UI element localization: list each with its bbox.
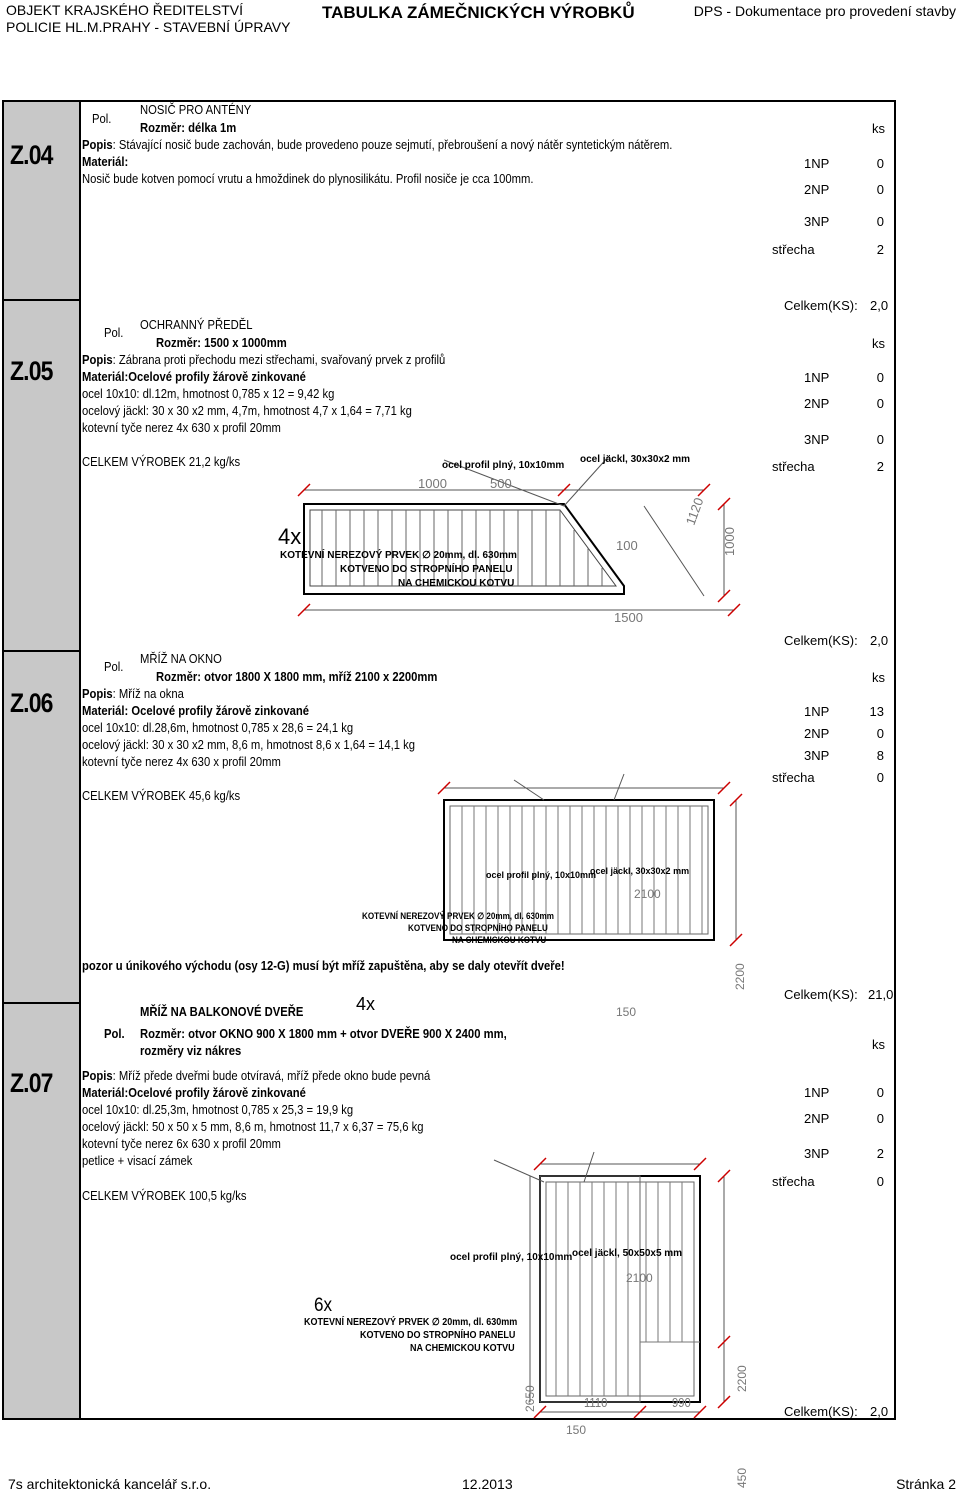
floor-1np: 1NP (804, 370, 830, 385)
item-description (82, 687, 184, 702)
anchor-note-3: NA CHEMICKOU KOTVU (410, 1343, 515, 1354)
count-3np: 0 (876, 214, 884, 229)
anchor-note-3: NA CHEMICKOU KOTVU (398, 578, 515, 589)
item-summary: CELKEM VÝROBEK 100,5 kg/ks (82, 1189, 247, 1203)
ks-label: ks (872, 670, 885, 685)
drawing-label-plny: ocel profil plný, 10x10mm (486, 870, 597, 880)
count-1np: 0 (876, 370, 884, 385)
item-description (82, 1069, 430, 1084)
pol-label: Pol. (104, 660, 124, 674)
item-size: Rozměr: otvor 1800 X 1800 mm, mříž 2100 x 2200mm (156, 670, 438, 684)
footer-date: 12.2013 (462, 1476, 513, 1492)
total-value: 2,0 (870, 298, 889, 313)
popis-label: Popis (82, 138, 113, 152)
drawing-z05 (264, 446, 764, 626)
floor-1np: 1NP (804, 1085, 830, 1100)
item-line: ocel 10x10: dl.28,6m, hmotnost 0,785 x 28,6 = 24,1 kg (82, 721, 354, 735)
floor-3np: 3NP (804, 214, 830, 229)
item-description (82, 138, 672, 153)
ks-label: ks (872, 121, 885, 136)
item-line: kotevní tyče nerez 4x 630 x profil 20mm (82, 755, 281, 769)
item-name: MŘÍŽ NA BALKONOVÉ DVEŘE (140, 1005, 304, 1019)
item-size-2: rozměry viz nákres (140, 1044, 242, 1058)
document-title: TABULKA ZÁMEČNICKÝCH VÝROBKŮ (322, 3, 635, 22)
popis-text: : Mříž na okna (112, 687, 184, 701)
project-name (6, 2, 290, 36)
total-label: Celkem(KS): (784, 1404, 858, 1419)
drawing-label-jackl: ocel jäckl, 30x30x2 mm (580, 454, 691, 465)
total-value: 2,0 (870, 633, 889, 648)
ks-label: ks (872, 1037, 885, 1052)
item-line: kotevní tyče nerez 4x 630 x profil 20mm (82, 421, 281, 435)
item-line: ocelový jäckl: 30 x 30 x2 mm, 4,7m, hmotnost 4,7 x 1,64 = 7,71 kg (82, 404, 412, 418)
floor-1np: 1NP (804, 704, 830, 719)
floor-2np: 2NP (804, 396, 830, 411)
floor-roof: střecha (772, 459, 815, 474)
drawing-label-plny: ocel profil plný, 10x10mm (442, 460, 565, 471)
item-size: Rozměr: délka 1m (140, 121, 237, 135)
drawing-label-plny: ocel profil plný, 10x10mm (450, 1252, 573, 1263)
count-2np: 0 (876, 726, 884, 741)
floor-2np: 2NP (804, 726, 830, 741)
item-material: Materiál:Ocelové profily žárově zinkované (82, 1086, 306, 1100)
anchor-note-1: KOTEVNÍ NEREZOVÝ PRVEK ∅ 20mm, dl. 630mm (362, 911, 554, 921)
floor-3np: 3NP (804, 432, 830, 447)
count-2np: 0 (876, 182, 884, 197)
item-name: MŘÍŽ NA OKNO (140, 652, 222, 666)
item-line: ocelový jäckl: 50 x 50 x 5 mm, 8,6 m, hmotnost 11,7 x 6,37 = 75,6 kg (82, 1120, 424, 1134)
count-3np: 2 (876, 1146, 884, 1161)
total-label: Celkem(KS): (784, 298, 858, 313)
document-stage: DPS - Dokumentace pro provedení stavby (693, 3, 956, 19)
item-name: NOSIČ PRO ANTÉNY (140, 103, 252, 117)
pol-label: Pol. (104, 1027, 125, 1041)
anchor-count: 4x (356, 994, 376, 1014)
floor-1np: 1NP (804, 156, 830, 171)
anchor-note-2: KOTVENO DO STROPNÍHO PANELU (360, 1330, 516, 1341)
dim-label: 1000 (722, 527, 737, 556)
anchor-note-1: KOTEVNÍ NEREZOVÝ PRVEK ∅ 20mm, dl. 630mm (280, 550, 517, 561)
item-code: Z.04 (10, 140, 53, 170)
count-1np: 13 (869, 704, 884, 719)
count-2np: 0 (876, 396, 884, 411)
dim-label: 100 (616, 538, 638, 553)
item-material: Materiál:Ocelové profily žárově zinkované (82, 370, 306, 384)
dim-label: 150 (566, 1423, 587, 1437)
total-value: 21,0 (868, 987, 894, 1002)
floor-3np: 3NP (804, 748, 830, 763)
pol-label: Pol. (92, 112, 112, 126)
dim-label: 1120 (682, 495, 707, 528)
count-roof: 2 (876, 242, 884, 257)
dim-label: 2650 (523, 1385, 537, 1412)
total-label: Celkem(KS): (784, 987, 858, 1002)
dim-label: 1110 (584, 1396, 608, 1410)
popis-label: Popis (82, 1069, 113, 1083)
item-material: Materiál: Ocelové profily žárově zinkované (82, 704, 309, 718)
pol-label: Pol. (104, 326, 124, 340)
popis-text: : Zábrana proti přechodu mezi střechami, svařovaný prvek z profilů (112, 353, 446, 367)
dim-label: 150 (616, 1005, 637, 1019)
anchor-count: 4x (278, 524, 302, 549)
floor-2np: 2NP (804, 182, 830, 197)
row-divider (4, 1002, 81, 1004)
item-summary: CELKEM VÝROBEK 45,6 kg/ks (82, 789, 241, 803)
floor-3np: 3NP (804, 1146, 830, 1161)
ks-label: ks (872, 336, 885, 351)
item-name: OCHRANNÝ PŘEDĚL (140, 318, 253, 332)
popis-label: Popis (82, 687, 113, 701)
dim-label: 990 (672, 1396, 691, 1410)
drawing-label-jackl: ocel jäckl, 50x50x5 mm (572, 1248, 683, 1259)
dim-label: 2200 (733, 963, 747, 990)
item-code: Z.05 (10, 356, 53, 386)
item-line: petlice + visací zámek (82, 1154, 193, 1168)
project-line-1: OBJEKT KRAJSKÉHO ŘEDITELSTVÍ (6, 2, 244, 18)
dim-label: 450 (735, 1467, 749, 1488)
popis-text: : Mříž přede dveřmi bude otvíravá, mříž přede okno bude pevná (112, 1069, 431, 1083)
dim-label: 1000 (418, 476, 447, 491)
footer-company: 7s architektonická kancelář s.r.o. (8, 1476, 212, 1492)
count-3np: 8 (876, 748, 884, 763)
page-header (0, 0, 960, 40)
floor-roof: střecha (772, 1174, 815, 1189)
floor-roof: střecha (772, 770, 815, 785)
item-line: ocel 10x10: dl.25,3m, hmotnost 0,785 x 25,3 = 19,9 kg (82, 1103, 354, 1117)
item-summary: CELKEM VÝROBEK 21,2 kg/ks (82, 455, 241, 469)
dim-label: 500 (490, 476, 512, 491)
popis-label: Popis (82, 353, 113, 367)
item-description (82, 353, 445, 368)
total-label: Celkem(KS): (784, 633, 858, 648)
row-divider (4, 299, 81, 301)
item-line: ocelový jäckl: 30 x 30 x2 mm, 8,6 m, hmotnost 8,6 x 1,64 = 14,1 kg (82, 738, 415, 752)
anchor-note-3: NA CHEMICKOU KOTVU (452, 935, 547, 945)
count-1np: 0 (876, 1085, 884, 1100)
row-divider (4, 650, 81, 652)
item-line: kotevní tyče nerez 6x 630 x profil 20mm (82, 1137, 281, 1151)
item-line: ocel 10x10: dl.12m, hmotnost 0,785 x 12 = 9,42 kg (82, 387, 335, 401)
item-size: Rozměr: 1500 x 1000mm (156, 336, 287, 350)
anchor-count: 6x (314, 1295, 333, 1316)
item-material: Materiál: (82, 155, 129, 169)
footer-page: Stránka 2 (896, 1476, 956, 1492)
floor-roof: střecha (772, 242, 815, 257)
dim-label: 1500 (614, 610, 643, 625)
anchor-note-1: KOTEVNÍ NEREZOVÝ PRVEK ∅ 20mm, dl. 630mm (304, 1317, 518, 1328)
dim-label: 2100 (634, 887, 661, 901)
count-1np: 0 (876, 156, 884, 171)
total-value: 2,0 (870, 1404, 889, 1419)
floor-2np: 2NP (804, 1111, 830, 1126)
item-line: Nosič bude kotven pomocí vrutu a hmoždinek do plynosilikátu. Profil nosiče je cca 100mm. (82, 172, 534, 186)
item-code: Z.06 (10, 688, 53, 718)
count-roof: 2 (876, 459, 884, 474)
project-line-2: POLICIE HL.M.PRAHY - STAVEBNÍ ÚPRAVY (6, 19, 291, 35)
count-roof: 0 (876, 770, 884, 785)
anchor-note-2: KOTVENO DO STROPNÍHO PANELU (340, 564, 513, 575)
anchor-note-2: KOTVENO DO STROPNÍHO PANELU (408, 923, 548, 933)
item-size: Rozměr: otvor OKNO 900 X 1800 mm + otvor DVEŘE 900 X 2400 mm, (140, 1027, 507, 1041)
count-2np: 0 (876, 1111, 884, 1126)
dim-label: 2200 (735, 1365, 749, 1392)
popis-text: : Stávající nosič bude zachován, bude provedeno pouze sejmutí, přebroušení a nový nátěr syntetickým nátěrem. (112, 138, 673, 152)
count-roof: 0 (876, 1174, 884, 1189)
dim-label: 2100 (626, 1271, 653, 1285)
drawing-label-jackl: ocel jäckl, 30x30x2 mm (590, 866, 690, 876)
item-warning: pozor u únikového východu (osy 12-G) musí být mříž zapuštěna, aby se daly otevřít dveře! (82, 959, 565, 973)
count-3np: 0 (876, 432, 884, 447)
item-code: Z.07 (10, 1068, 53, 1098)
